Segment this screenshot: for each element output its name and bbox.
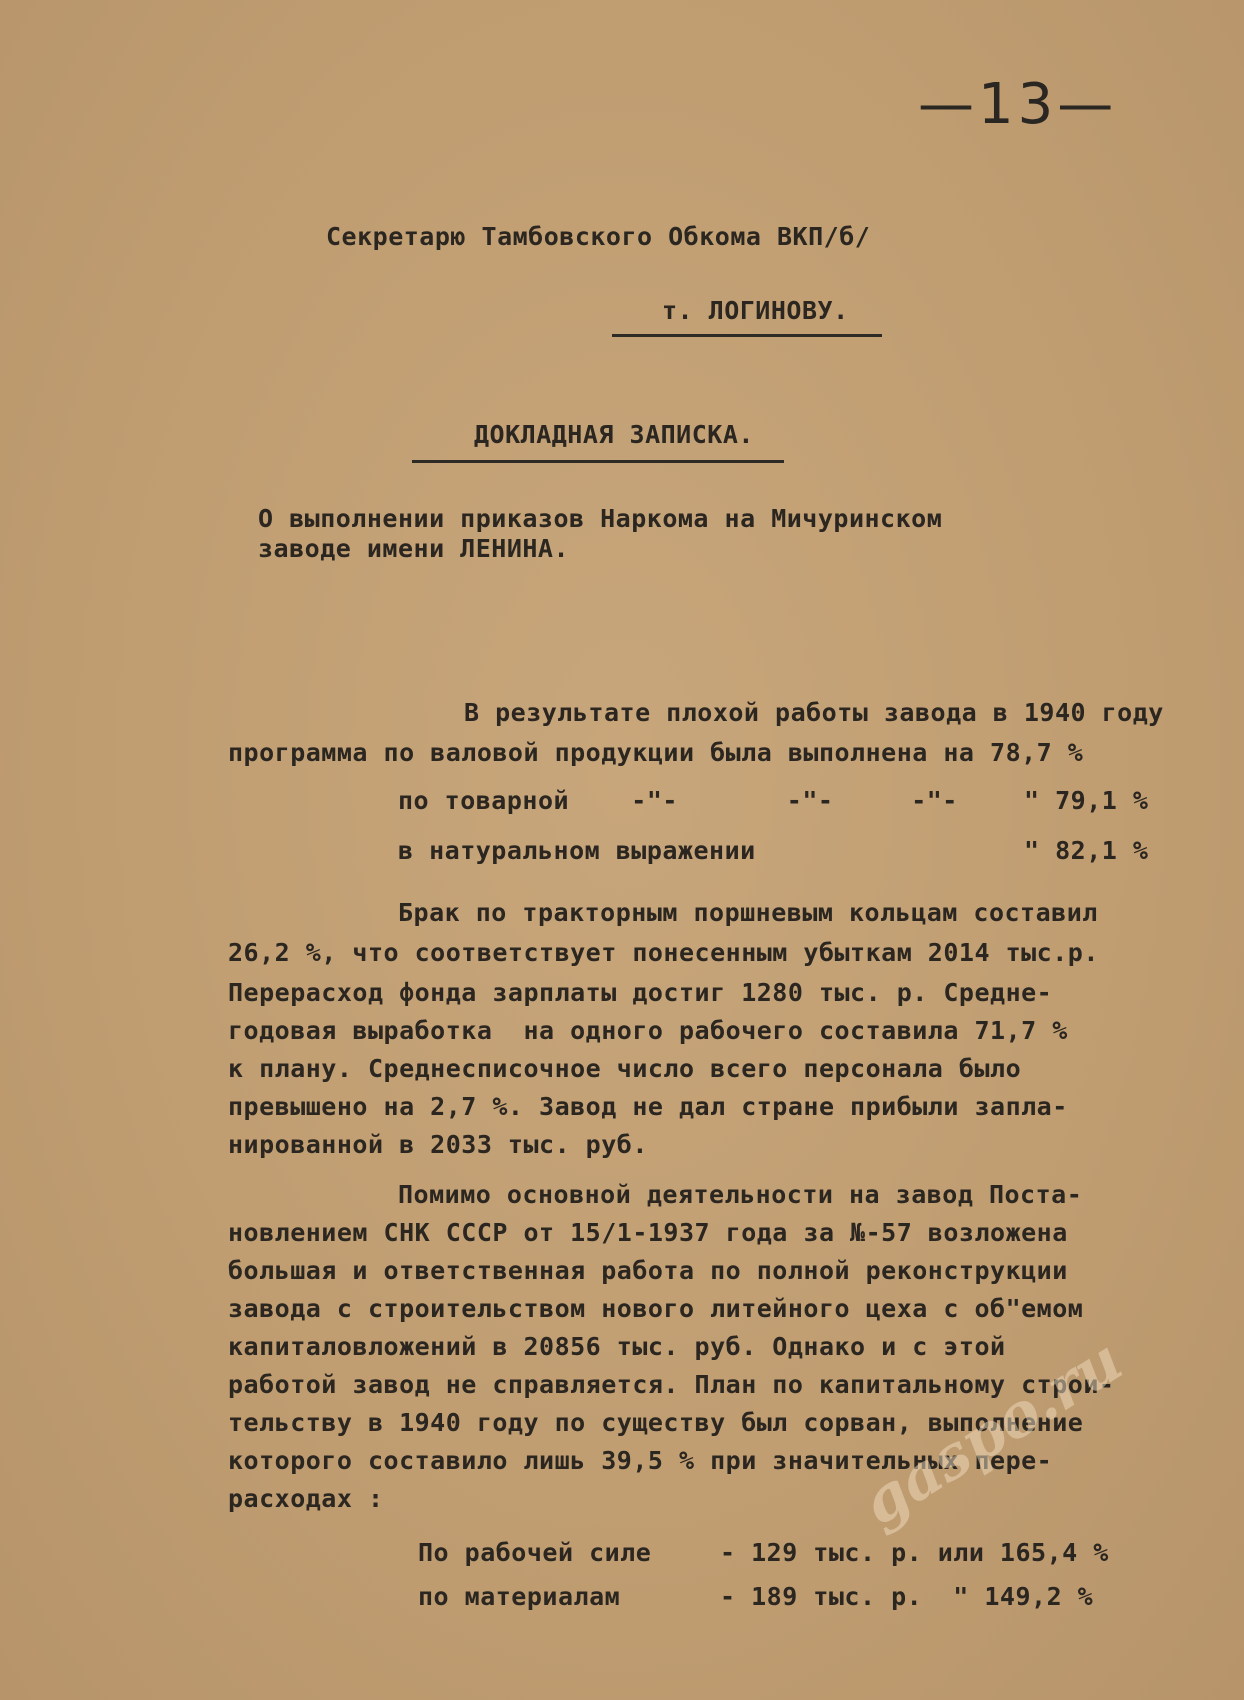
p2-line-1: Брак по тракторным поршневым кольцам составил [398,898,1098,927]
p2-line-5: к плану. Среднесписочное число всего персонала было [228,1054,1022,1083]
p1-line-2: программа по валовой продукции была выполнена на 78,7 % [228,738,1084,767]
p3-line-4: завода с строительством нового литейного цеха с об"емом [228,1294,1084,1323]
p3-line-7: тельству в 1940 году по существу был сорван, выполнение [228,1408,1084,1437]
p2-line-2: 26,2 %, что соответствует понесенным убыткам 2014 тыс.р. [228,938,1099,967]
addressee-line-2: т. ЛОГИНОВУ. [662,296,849,325]
overrun-row2-value: - 189 тыс. р. " 149,2 % [720,1582,1094,1611]
page-number: —13— [918,72,1118,137]
watermark: gaspo.ru [850,1325,1135,1540]
p1-row2-label: в натуральном выражении [398,836,756,865]
p2-line-7: нированной в 2033 тыс. руб. [228,1130,648,1159]
overrun-row2-label: по материалам [418,1582,621,1611]
p1-row1-label: по товарной -"- -"- -"- [398,786,958,815]
p3-line-9: расходах : [228,1484,384,1513]
p1-row2-value: " 82,1 % [1024,836,1149,865]
overrun-row1-label: По рабочей силе [418,1538,652,1567]
p3-line-8: которого составило лишь 39,5 % при значительных пере- [228,1446,1053,1475]
p3-line-5: капиталовложений в 20856 тыс. руб. Однако и с этой [228,1332,1006,1361]
document-title: ДОКЛАДНАЯ ЗАПИСКА. [474,420,754,449]
p3-line-1: Помимо основной деятельности на завод Поста- [398,1180,1083,1209]
p3-line-2: новлением СНК СССР от 15/1-1937 года за №-57 возложена [228,1218,1068,1247]
p2-line-4: годовая выработка на одного рабочего составила 71,7 % [228,1016,1068,1045]
p3-line-3: большая и ответственная работа по полной реконструкции [228,1256,1068,1285]
subject-line-1: О выполнении приказов Наркома на Мичуринском [258,504,943,533]
p2-line-3: Перерасход фонда зарплаты достиг 1280 тыс. р. Средне- [228,978,1053,1007]
p2-line-6: превышено на 2,7 %. Завод не дал стране прибыли запла- [228,1092,1068,1121]
addressee-line-1: Секретарю Тамбовского Обкома ВКП/б/ [326,222,871,251]
title-underline [412,460,784,463]
addressee-underline [612,334,882,337]
p3-line-6: работой завод не справляется. План по капитальному строи- [228,1370,1115,1399]
p1-line-1: В результате плохой работы завода в 1940 году [464,698,1164,727]
subject-line-2: заводе имени ЛЕНИНА. [258,534,570,563]
p1-row1-value: " 79,1 % [1024,786,1149,815]
overrun-row1-value: - 129 тыс. р. или 165,4 % [720,1538,1109,1567]
